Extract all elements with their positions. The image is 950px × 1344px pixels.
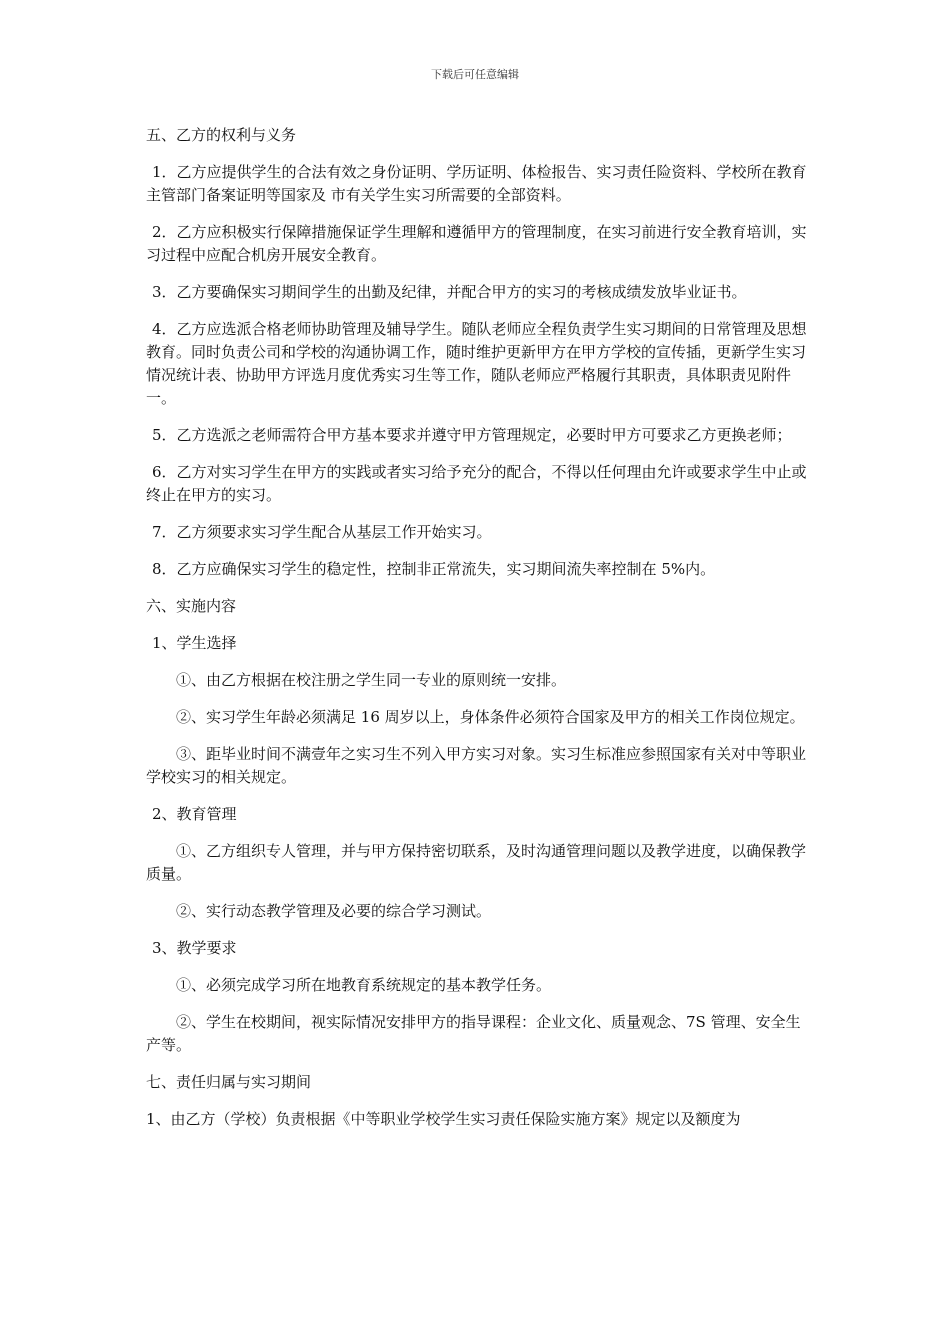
subsection-2-title: 2、教育管理 — [152, 805, 237, 823]
subsection-1-item-3: ③、距毕业时间不满壹年之实习生不列入甲方实习对象。实习生标准应参照国家有关对中等职业学校实习的相关规定。 — [146, 745, 807, 786]
section-7-title: 七、责任归属与实习期间 — [146, 1073, 312, 1091]
page-header: 下载后可任意编辑 — [431, 68, 519, 81]
section-5-item-5: 5．乙方选派之老师需符合甲方基本要求并遵守甲方管理规定，必要时甲方可要求乙方更换老师； — [152, 426, 792, 444]
section-5-item-6: 6．乙方对实习学生在甲方的实践或者实习给予充分的配合，不得以任何理由允许或要求学生中止或终止在甲方的实习。 — [146, 463, 807, 504]
section-5-item-4: 4．乙方应选派合格老师协助管理及辅导学生。随队老师应全程负责学生实习期间的日常管理及思想教育。同时负责公司和学校的沟通协调工作，随时维护更新甲方在甲方学校的宣传插，更新学生实习情况统计表、协助甲方评选月度优秀实习生等工作，随队老师应严格履行其职责，具体职责见附件一。 — [146, 320, 807, 407]
section-5-item-3: 3．乙方要确保实习期间学生的出勤及纪律，并配合甲方的实习的考核成绩发放毕业证书。 — [152, 283, 747, 301]
subsection-2-item-2: ②、实行动态教学管理及必要的综合学习测试。 — [176, 902, 492, 920]
subsection-3-item-1: ①、必须完成学习所在地教育系统规定的基本教学任务。 — [176, 976, 552, 994]
subsection-3-title: 3、教学要求 — [152, 939, 237, 957]
section-5-item-8: 8．乙方应确保实习学生的稳定性，控制非正常流失，实习期间流失率控制在 5%内。 — [152, 560, 716, 578]
subsection-2-item-1: ①、乙方组织专人管理，并与甲方保持密切联系，及时沟通管理问题以及教学进度，以确保教学质量。 — [146, 842, 807, 883]
section-6-title: 六、实施内容 — [146, 597, 237, 615]
subsection-1-item-1: ①、由乙方根据在校注册之学生同一专业的原则统一安排。 — [176, 671, 567, 689]
section-5-title: 五、乙方的权利与义务 — [146, 126, 297, 144]
subsection-3-item-2: ②、学生在校期间，视实际情况安排甲方的指导课程：企业文化、质量观念、7S 管理、安全生产等。 — [146, 1013, 801, 1054]
subsection-1-item-2: ②、实习学生年龄必须满足 16 周岁以上，身体条件必须符合国家及甲方的相关工作岗位规定。 — [176, 708, 805, 726]
document-body — [146, 124, 814, 1145]
subsection-1-title: 1、学生选择 — [152, 634, 237, 652]
section-5-item-7: 7．乙方须要求实习学生配合从基层工作开始实习。 — [152, 523, 492, 541]
section-5-item-2: 2．乙方应积极实行保障措施保证学生理解和遵循甲方的管理制度，在实习前进行安全教育培训，实习过程中应配合机房开展安全教育。 — [146, 223, 807, 264]
section-7-item-1: 1、由乙方（学校）负责根据《中等职业学校学生实习责任保险实施方案》规定以及额度为 — [146, 1110, 741, 1128]
section-5-item-1: 1．乙方应提供学生的合法有效之身份证明、学历证明、体检报告、实习责任险资料、学校所在教育主管部门备案证明等国家及 市有关学生实习所需要的全部资料。 — [146, 163, 807, 204]
